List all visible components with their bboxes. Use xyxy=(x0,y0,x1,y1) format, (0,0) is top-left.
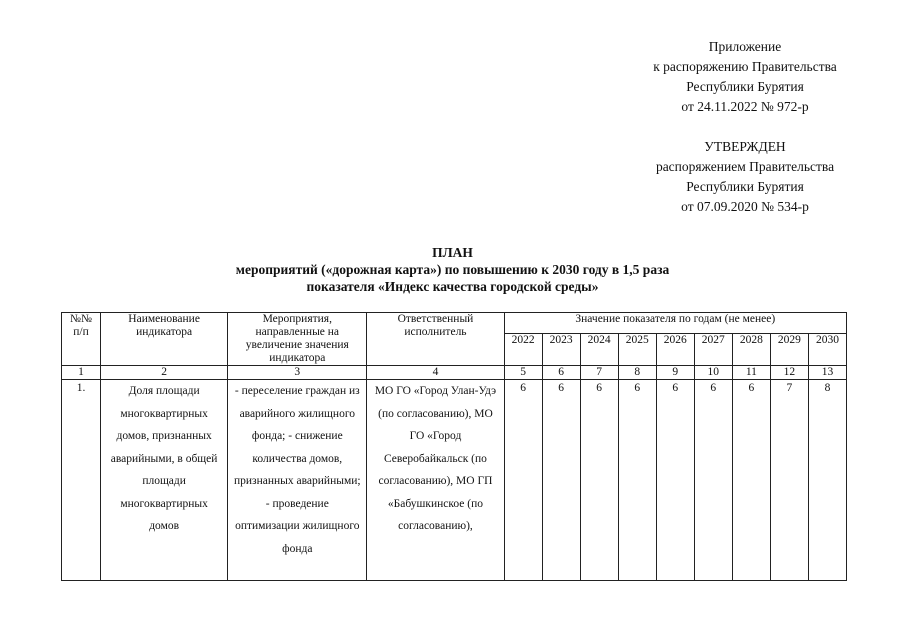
column-number: 11 xyxy=(732,366,770,380)
year-cell: 2023 xyxy=(542,333,580,365)
column-numbers-row xyxy=(62,366,847,380)
column-number: 10 xyxy=(694,366,732,380)
row-value: 6 xyxy=(618,380,656,581)
header-measures: Мероприятия, направленные на увеличение значения индикатора xyxy=(228,313,367,366)
column-number: 3 xyxy=(228,366,367,380)
column-number: 2 xyxy=(101,366,228,380)
row-indicator: Доля площади многоквартирных домов, признанных аварийными, в общей площади многоквартирных домов xyxy=(101,380,228,581)
row-value: 7 xyxy=(770,380,808,581)
year-cell: 2029 xyxy=(770,333,808,365)
row-value: 6 xyxy=(656,380,694,581)
row-value: 6 xyxy=(732,380,770,581)
column-number: 5 xyxy=(504,366,542,380)
plan-table xyxy=(61,312,847,581)
header-num: №№ п/п xyxy=(62,313,101,366)
header-row xyxy=(62,313,847,334)
annex-line-3: Республики Бурятия xyxy=(686,79,804,94)
row-value: 6 xyxy=(504,380,542,581)
year-cell: 2027 xyxy=(694,333,732,365)
column-number: 9 xyxy=(656,366,694,380)
approval-line-2: распоряжением Правительства xyxy=(655,159,835,174)
header-indicator: Наименование индикатора xyxy=(101,313,228,366)
year-cell: 2028 xyxy=(732,333,770,365)
column-number: 12 xyxy=(770,366,808,380)
row-value: 6 xyxy=(694,380,732,581)
title-line-3: показателя «Индекс качества городской среды» xyxy=(306,279,599,294)
header-values: Значение показателя по годам (не менее) xyxy=(504,313,846,334)
annex-line-4: от 24.11.2022 № 972-р xyxy=(681,99,809,114)
column-number: 8 xyxy=(618,366,656,380)
column-number: 13 xyxy=(808,366,846,380)
title-line-2: мероприятий («дорожная карта») по повышению к 2030 году в 1,5 раза xyxy=(235,262,670,277)
year-cell: 2025 xyxy=(618,333,656,365)
approval-line-1: УТВЕРЖДЕН xyxy=(704,139,786,154)
year-cell: 2024 xyxy=(580,333,618,365)
row-value: 6 xyxy=(542,380,580,581)
approval-line-4: от 07.09.2020 № 534-р xyxy=(681,199,809,214)
plan-title xyxy=(0,244,905,295)
year-cell: 2026 xyxy=(656,333,694,365)
row-executor: МО ГО «Город Улан-Удэ (по согласованию), МО ГО «Город Северобайкальск (по согласованию), МО ГП «Бабушкинское (по согласованию), xyxy=(367,380,504,581)
row-measures: - переселение граждан из аварийного жилищного фонда; - снижение количества домов, признанных аварийными; - проведение оптимизации жилищного фонда xyxy=(228,380,367,581)
column-number: 1 xyxy=(62,366,101,380)
year-cell: 2030 xyxy=(808,333,846,365)
row-value: 8 xyxy=(808,380,846,581)
row-value: 6 xyxy=(580,380,618,581)
annex-line-1: Приложение xyxy=(708,39,782,54)
annex-block xyxy=(620,37,870,117)
approval-line-3: Республики Бурятия xyxy=(686,179,804,194)
column-number: 7 xyxy=(580,366,618,380)
title-line-1: ПЛАН xyxy=(432,245,473,260)
approval-block xyxy=(620,137,870,217)
year-cell: 2022 xyxy=(504,333,542,365)
header-executor: Ответственный исполнитель xyxy=(367,313,504,366)
table-row xyxy=(62,380,847,581)
column-number: 4 xyxy=(367,366,504,380)
annex-line-2: к распоряжению Правительства xyxy=(653,59,837,74)
row-number: 1. xyxy=(62,380,101,581)
column-number: 6 xyxy=(542,366,580,380)
